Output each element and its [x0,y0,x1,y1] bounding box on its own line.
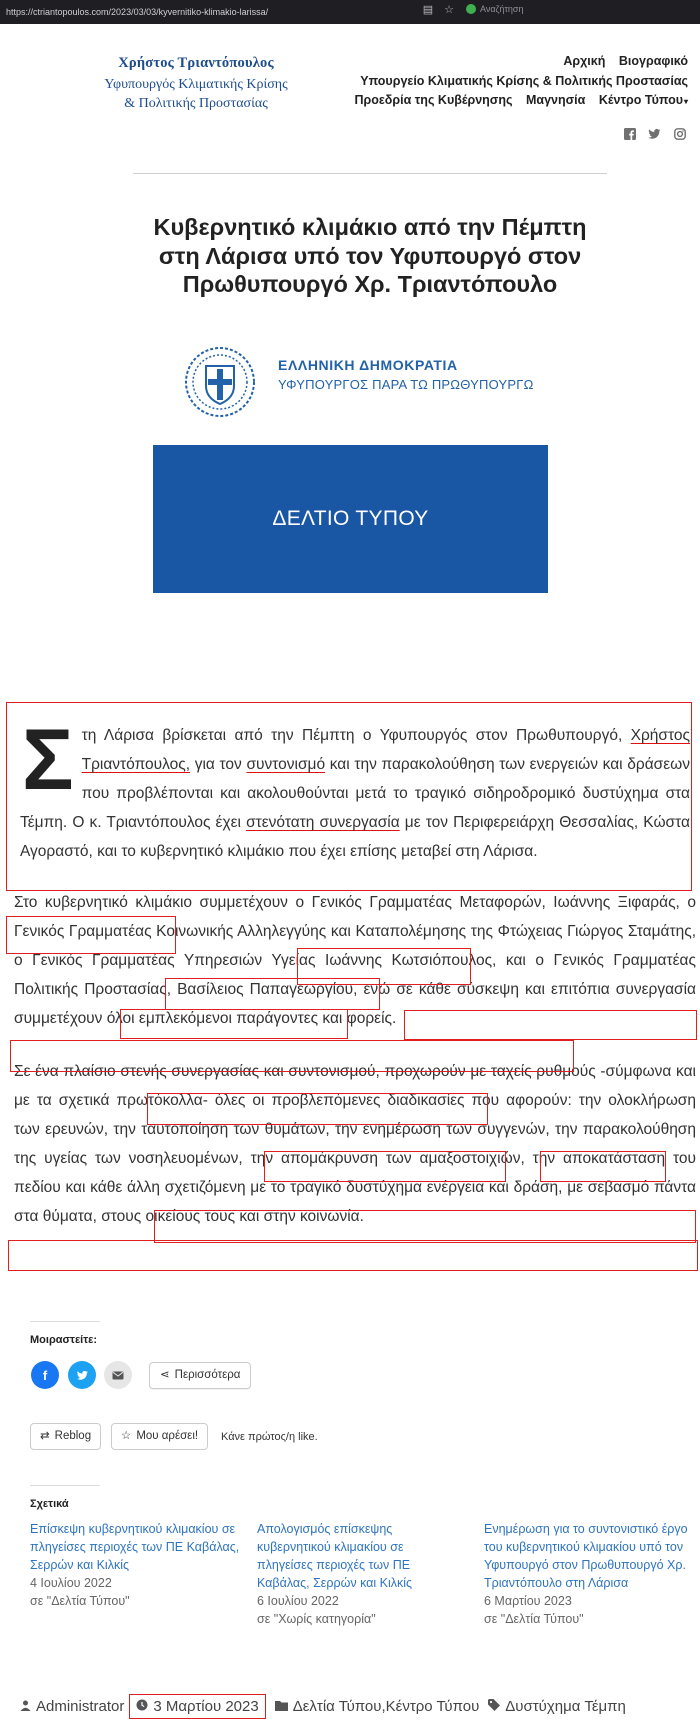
p1-highlight-coordination: συντονισμό [246,756,326,773]
share-label: Μοιραστείτε: [30,1334,98,1346]
government-logo [184,344,544,420]
site-role-line1: Υφυπουργός Κλιματικής Κρίσης [104,77,288,92]
press-release-banner [153,445,548,593]
clock-icon [136,1699,148,1714]
facebook-icon[interactable] [623,128,636,141]
twitter-share-icon[interactable] [68,1361,96,1389]
post-tag[interactable]: Δυστύχημα Τέμπη [505,1698,626,1715]
address-bar[interactable]: https://ctriantopoulos.com/2023/03/03/kyvernitiko-klimakio-larissa/ [6,7,269,17]
nav-home[interactable]: Αρχική [563,54,606,68]
more-label: Περισσότερα [174,1369,241,1381]
related-category: σε "Δελτία Τύπου" [30,1594,130,1608]
reader-view-icon[interactable]: ▤ [422,4,434,16]
reblog-label: Reblog [54,1430,92,1442]
related-item [484,1520,689,1628]
article-body [14,712,696,1231]
p1-text: τη Λάρισα βρίσκεται από την Πέμπτη ο Υφυπουργός στον Πρωθυπουργό, [81,727,631,744]
nav-magnesia[interactable]: Μαγνησία [525,93,586,107]
meta-tag[interactable] [488,1698,626,1715]
more-share-button[interactable] [149,1362,251,1389]
star-icon: ☆ [121,1430,132,1442]
related-link[interactable]: Επίσκεψη κυβερνητικού κλιμακίου σε πληγείσες περιοχές των ΠΕ Καβάλας, Σερρών και Κιλκίς [30,1522,240,1572]
chevron-down-icon[interactable]: ▾ [683,97,688,106]
main-nav [344,52,688,111]
banner-text: ΔΕΛΤΙΟ ΤΥΠΟΥ [272,507,429,530]
related-category: σε "Χωρίς κατηγορία" [257,1612,376,1626]
site-role-line2: & Πολιτικής Προστασίας [124,96,268,111]
divider [30,1321,100,1322]
paragraph-2: Στο κυβερνητικό κλιμάκιο συμμετέχουν ο Γενικός Γραμματέας Μεταφορών, Ιωάννης Ξιφαράς, ο Γενικός Γραμματέας Κοινωνικής Αλληλεγγύης και Καταπολέμησης της Φτώχειας Γιώργος Σταμάτης, ο Γενικός Γραμματέας Υπηρεσιών Υγείας Ιωάννης Κωτσιόπουλος, και ο Γενικός Γραμματέας Πολιτικής Προστασίας, Βασίλειος Παπαγεωργίου, ενώ σε κάθε σύσκεψη και επιτόπια συνεργασία συμμετέχουν όλοι εμπλεκόμενοι παράγοντες και φορείς. [14,894,696,1027]
email-share-icon[interactable] [104,1361,132,1389]
post-title: Κυβερνητικό κλιμάκιο από την Πέμπτη στη Λάρισα υπό τον Υφυπουργό στον Πρωθυπουργό Χρ. Τριαντόπουλο [153,214,587,297]
post-categories[interactable]: Δελτία Τύπου,Κέντρο Τύπου [292,1698,480,1715]
logo-subtitle: ΥΦΥΠΟΥΡΓΟΣ ΠΑΡΑ ΤΩ ΠΡΩΘΥΠΟΥΡΓΩ [278,377,534,392]
related-link[interactable]: Ενημέρωση για το συντονιστικό έργο του κυβερνητικού κλιμακίου υπό τον Υφυπουργό στον Πρωθυπουργό Χρ. Τριαντόπουλο στη Λάρισα [484,1522,688,1590]
meta-author[interactable] [20,1698,124,1715]
social-links [623,128,686,141]
related-category: σε "Δελτία Τύπου" [484,1612,584,1626]
p1-text: και την παρακολούθηση των ενεργειών και δράσεων που προβλέπονται και ακολουθούνται μετά το τραγικό σιδηροδρομικό δυστύχημα στα Τέμπη. Ο κ. Τριαντόπουλος έχει [20,756,690,831]
p1-text: με τον Περιφερειάρχη Θεσσαλίας, Κώστα Αγοραστό, και το κυβερνητικό κλιμάκιο που έχει επίσης μεταβεί στη Λάρισα. [20,814,690,860]
share-icon: ⋖ [160,1369,170,1381]
facebook-share-icon[interactable]: f [31,1361,59,1389]
site-name[interactable]: Χρήστος Τριαντόπουλος [118,55,274,71]
p1-link-name: Χρήστος Τριαντόπουλος, [81,727,690,773]
browser-search[interactable] [466,4,523,14]
dropcap: Σ [22,712,74,808]
related-item [257,1520,432,1628]
nav-press-center[interactable]: Κέντρο Τύπου [598,93,683,107]
paragraph-1 [14,712,696,866]
site-branding[interactable] [86,55,306,113]
search-engine-icon [466,4,476,14]
nav-ministry[interactable]: Υπουργείο Κλιματικής Κρίσης & Πολιτικής Προστασίας [360,73,688,88]
related-heading: Σχετικά [30,1498,69,1510]
reblog-icon: ⇄ [40,1430,50,1442]
reblog-button[interactable] [30,1423,101,1450]
meta-categories[interactable] [275,1698,480,1715]
user-icon [20,1700,31,1714]
search-label: Αναζήτηση [480,4,524,14]
bookmark-star-icon[interactable]: ☆ [444,4,454,16]
author-name[interactable]: Administrator [36,1698,125,1715]
divider [30,1485,100,1486]
meta-date[interactable] [129,1694,265,1719]
twitter-icon[interactable] [648,128,661,141]
related-link[interactable]: Απολογισμός επίσκεψης κυβερνητικού κλιμακίου σε πληγείσες περιοχές των ΠΕ Καβάλας, Σερρών και Κιλκίς [257,1522,413,1590]
like-button[interactable] [111,1423,208,1450]
related-date: 6 Ιουλίου 2022 [257,1594,339,1608]
post-date[interactable]: 3 Μαρτίου 2023 [153,1698,259,1715]
like-note: Κάνε πρώτος/η like. [221,1431,318,1443]
nav-presidency[interactable]: Προεδρία της Κυβέρνησης [354,93,513,107]
folder-icon [275,1700,288,1714]
greek-coat-of-arms-icon [184,344,256,420]
p1-text: για τον [190,756,247,773]
tag-icon [488,1699,500,1714]
browser-icons [422,4,455,16]
related-date: 6 Μαρτίου 2023 [484,1594,572,1608]
like-label: Μου αρέσει! [136,1430,199,1442]
browser-toolbar [0,0,700,24]
related-date: 4 Ιουλίου 2022 [30,1576,112,1590]
paragraph-3: Σε ένα πλαίσιο στενής συνεργασίας και συντονισμού, προχωρούν με ταχείς ρυθμούς -σύμφωνα και με τα σχετικά πρωτόκολλα- όλες οι προβλεπόμενες διαδικασίες που αφορούν: την ολοκλήρωση των ερευνών, την ταυτοποίηση των θυμάτων, την ενημέρωση των συγγενών, την παρακολούθηση της υγείας των νοσηλευομένων, την απομάκρυνση των αμαξοστοιχιών, την αποκατάσταση του πεδίου και κάθε άλλη σχετιζόμενη με το τραγικό δυστύχημα ενέργεια και δράση, με σεβασμό πάντα στα θύματα, στους οικείους τους και στην κοινωνία. [14,1063,696,1225]
annotation-box [8,1240,698,1271]
nav-bio[interactable]: Βιογραφικό [618,54,688,68]
post-meta [20,1694,635,1719]
instagram-icon[interactable] [673,128,686,141]
header-divider [133,173,607,174]
p1-highlight-cooperation: στενότατη συνεργασία [246,814,400,831]
related-item [30,1520,240,1610]
logo-title: ΕΛΛΗΝΙΚΗ ΔΗΜΟΚΡΑΤΙΑ [278,357,458,373]
